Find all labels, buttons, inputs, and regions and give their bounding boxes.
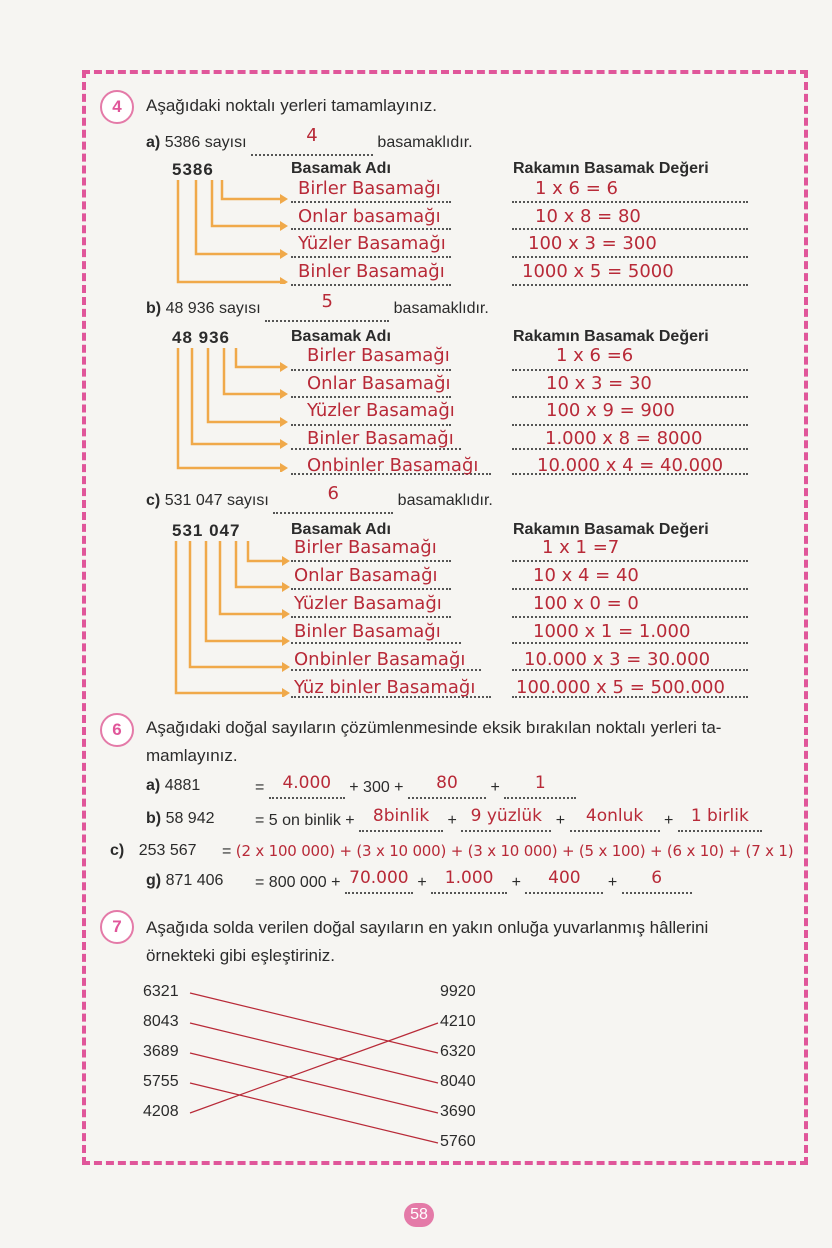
- q7-left-item[interactable]: 5755: [143, 1073, 179, 1090]
- q6g-ans3: 400: [548, 868, 581, 888]
- q6c-number: 253 567: [138, 842, 197, 859]
- q4b-row1-value: 1 x 6 =6: [556, 345, 634, 366]
- q7-left-item[interactable]: 4208: [143, 1103, 179, 1120]
- q4c-row1-value: 1 x 1 =7: [542, 537, 620, 558]
- question-7-instruction-line2: örnekteki gibi eşleştiriniz.: [146, 946, 335, 965]
- question-4-instruction: Aşağıdaki noktalı yerleri tamamlayınız.: [146, 96, 438, 115]
- q4b-row4-name: Binler Basamağı: [307, 428, 454, 449]
- q4a-name-header: Basamak Adı: [291, 160, 391, 177]
- q7-right-item[interactable]: 3690: [440, 1103, 476, 1120]
- q6b-number: 58 942: [165, 810, 215, 827]
- q6b-label: b): [146, 810, 162, 827]
- q4c-row6-value: 100.000 x 5 = 500.000: [516, 677, 725, 698]
- q6c-answer: (2 x 100 000) + (3 x 10 000) + (3 x 10 000) + (5 x 100) + (6 x 10) + (7 x 1): [235, 842, 794, 860]
- q6c-label: c): [110, 842, 125, 859]
- question-6-instruction-line1: Aşağıdaki doğal sayıların çözümlenmesinde eksik bırakılan noktalı yerleri ta-: [146, 718, 722, 737]
- q4c-post: basamaklıdır.: [397, 492, 493, 509]
- q4c-label: c): [146, 492, 161, 509]
- q4b-post: basamaklıdır.: [393, 300, 489, 317]
- q4a-number: 5386: [172, 160, 214, 179]
- q7-right-item[interactable]: 8040: [440, 1073, 476, 1090]
- q6a-ans2: 80: [436, 773, 458, 793]
- q4b-number: 48 936: [172, 328, 230, 347]
- q7-left-item[interactable]: 6321: [143, 983, 179, 1000]
- q6g-plus3: +: [607, 874, 618, 891]
- q6g-ans1: 70.000: [349, 868, 409, 888]
- q4a-row1-name: Birler Basamağı: [298, 178, 441, 199]
- q4a-row1-value: 1 x 6 = 6: [535, 178, 618, 199]
- q7-right-item[interactable]: 6320: [440, 1043, 476, 1060]
- q4c-answer: 6: [327, 483, 339, 504]
- q4a-row2-name: Onlar basamağı: [298, 206, 441, 227]
- q6b-ans1: 8binlik: [372, 806, 430, 826]
- q6g-plus1: +: [417, 874, 427, 891]
- q4b-row3-name: Yüzler Basamağı: [307, 400, 455, 421]
- q7-right-item[interactable]: 9920: [440, 983, 476, 1000]
- q4c-row2-value: 10 x 4 = 40: [533, 565, 639, 586]
- q6b-ans4: 1 birlik: [690, 806, 749, 826]
- q6a-t2: +: [490, 779, 500, 796]
- question-4-number: 4: [100, 90, 134, 124]
- q6a-ans1: 4.000: [282, 773, 332, 793]
- q6a-t1: + 300 +: [349, 779, 404, 796]
- q7-left-item[interactable]: 8043: [143, 1013, 179, 1030]
- q6b-ans3: 4onluk: [585, 806, 644, 826]
- q4a-label: a): [146, 134, 161, 151]
- q7-match-line: [190, 1053, 438, 1113]
- q4a-pre: 5386 sayısı: [164, 134, 247, 151]
- q4b-row2-value: 10 x 3 = 30: [546, 373, 652, 394]
- question-7-number: 7: [100, 910, 134, 944]
- q4b-name-header: Basamak Adı: [291, 328, 391, 345]
- q6g-number: 871 406: [165, 872, 224, 889]
- q4b-row2-name: Onlar Basamağı: [307, 373, 451, 394]
- question-6-number: 6: [100, 713, 134, 747]
- q6g-plus2: +: [511, 874, 521, 891]
- q4c-row4-value: 1000 x 1 = 1.000: [533, 621, 691, 642]
- page-number: 58: [404, 1203, 434, 1227]
- q6g-ans4: 6: [651, 868, 663, 888]
- q4b-row4-value: 1.000 x 8 = 8000: [545, 428, 703, 449]
- q6b-eq: = 5 on binlik +: [255, 812, 355, 829]
- question-6-instruction-line2: mamlayınız.: [146, 746, 238, 765]
- q4b-pre: 48 936 sayısı: [165, 300, 261, 317]
- q4c-row2-name: Onlar Basamağı: [294, 565, 438, 586]
- q4a-answer: 4: [306, 125, 318, 146]
- q4c-number: 531 047: [172, 521, 241, 540]
- q4b-row1-name: Birler Basamağı: [307, 345, 450, 366]
- q4a-row2-value: 10 x 8 = 80: [535, 206, 641, 227]
- q7-right-item[interactable]: 5760: [440, 1133, 476, 1150]
- q6b-plus1: +: [447, 812, 457, 829]
- q4b-answer: 5: [321, 291, 333, 312]
- q4a-row3-name: Yüzler Basamağı: [298, 233, 446, 254]
- q6b-plus2: +: [555, 812, 566, 829]
- q4c-row4-name: Binler Basamağı: [294, 621, 441, 642]
- q4b-row3-value: 100 x 9 = 900: [546, 400, 675, 421]
- q6b-plus3: +: [664, 812, 674, 829]
- q4a-row4-name: Binler Basamağı: [298, 261, 445, 282]
- q7-match-line: [190, 1023, 438, 1113]
- q4a-post: basamaklıdır.: [377, 134, 473, 151]
- q6g-label: g): [146, 872, 162, 889]
- q4b-row5-name: Onbinler Basamağı: [307, 455, 479, 476]
- q6b-ans2: 9 yüzlük: [470, 806, 542, 826]
- q6a-ans3: 1: [534, 773, 546, 793]
- q6g-ans2: 1.000: [444, 868, 494, 888]
- q6a-label: a): [146, 777, 161, 794]
- q7-match-line: [190, 1083, 438, 1143]
- q7-right-item[interactable]: 4210: [440, 1013, 476, 1030]
- q4b-value-header: Rakamın Basamak Değeri: [513, 328, 709, 345]
- q6g-eq: = 800 000 +: [255, 874, 341, 891]
- q4b-label: b): [146, 300, 162, 317]
- q7-left-item[interactable]: 3689: [143, 1043, 179, 1060]
- q4a-row3-value: 100 x 3 = 300: [528, 233, 657, 254]
- q6c-eq: =: [222, 843, 232, 860]
- q4c-row1-name: Birler Basamağı: [294, 537, 437, 558]
- q6a-number: 4881: [164, 777, 201, 794]
- q4c-name-header: Basamak Adı: [291, 521, 391, 538]
- q4a-value-header: Rakamın Basamak Değeri: [513, 160, 709, 177]
- q4c-row5-value: 10.000 x 3 = 30.000: [524, 649, 711, 670]
- q7-match-line: [190, 993, 438, 1053]
- q4c-row6-name: Yüz binler Basamağı: [294, 677, 476, 698]
- q4a-row4-value: 1000 x 5 = 5000: [522, 261, 674, 282]
- q4c-value-header: Rakamın Basamak Değeri: [513, 521, 709, 538]
- q7-match-line: [190, 1023, 438, 1083]
- q4b-row5-value: 10.000 x 4 = 40.000: [537, 455, 724, 476]
- q6a-eq: =: [255, 779, 265, 796]
- q4c-pre: 531 047 sayısı: [164, 492, 269, 509]
- q4c-row3-value: 100 x 0 = 0: [533, 593, 639, 614]
- question-7-instruction-line1: Aşağıda solda verilen doğal sayıların en yakın onluğa yuvarlanmış hâllerini: [146, 918, 709, 937]
- q4c-row5-name: Onbinler Basamağı: [294, 649, 466, 670]
- q4c-row3-name: Yüzler Basamağı: [294, 593, 442, 614]
